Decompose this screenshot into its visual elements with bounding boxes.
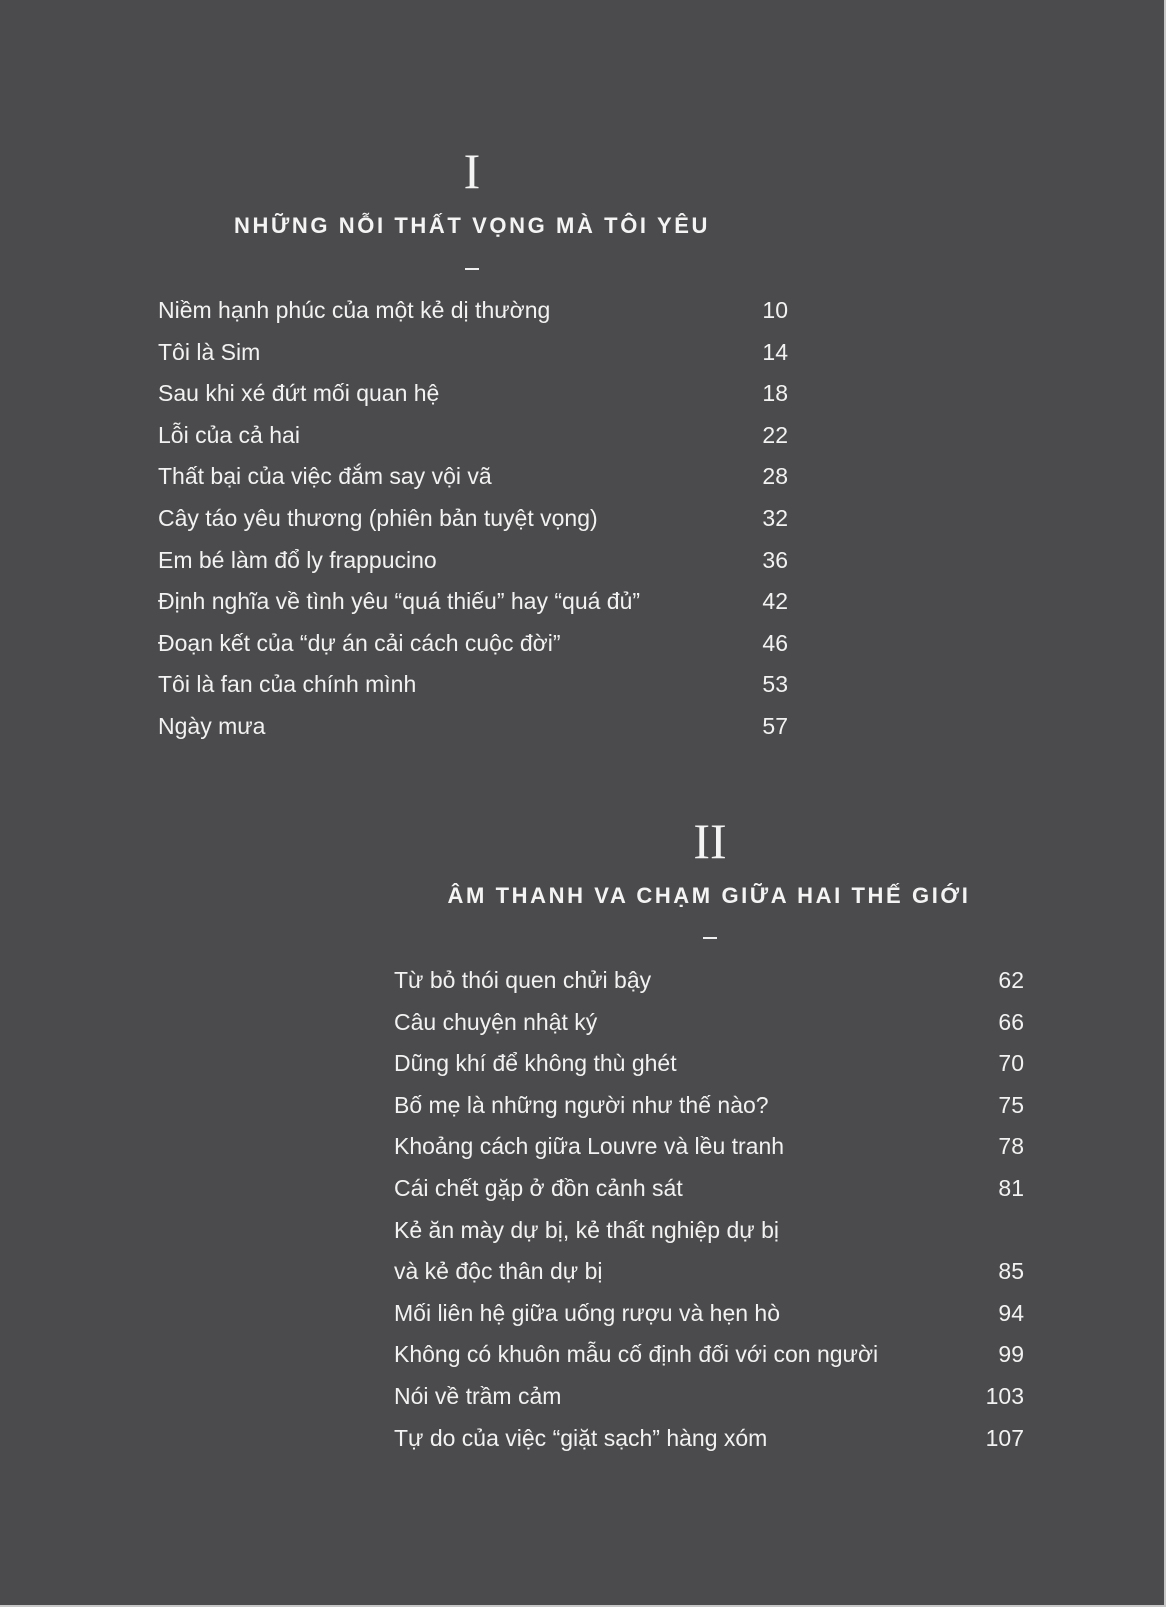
toc-entry-title: Bố mẹ là những người như thế nào?	[394, 1091, 769, 1118]
toc-entry[interactable]	[394, 1418, 1024, 1460]
toc-entry[interactable]	[394, 960, 1024, 1002]
toc-entry-title: Nói về trầm cảm	[394, 1382, 562, 1409]
toc-entry[interactable]	[394, 1293, 1024, 1335]
toc-entry-title: Ngày mưa	[158, 712, 266, 739]
toc-list	[394, 960, 1024, 1459]
toc-entry[interactable]	[394, 1085, 1024, 1127]
toc-entry-title: Dũng khí để không thù ghét	[394, 1050, 677, 1077]
part-numeral: I	[463, 143, 481, 199]
toc-entry-page: 75	[998, 1091, 1024, 1118]
toc-entry[interactable]	[394, 1168, 1024, 1210]
toc-entry[interactable]	[394, 1334, 1024, 1376]
toc-entry-title: Tôi là Sim	[158, 338, 261, 365]
part-divider	[465, 268, 479, 270]
toc-entry[interactable]	[158, 498, 788, 540]
toc-entry[interactable]	[158, 290, 788, 332]
toc-entry-page: 18	[762, 380, 788, 407]
toc-entry[interactable]	[394, 1002, 1024, 1044]
toc-entry-page: 57	[762, 712, 788, 739]
toc-entry-title: Từ bỏ thói quen chửi bậy	[394, 967, 652, 993]
toc-entry[interactable]	[394, 1043, 1024, 1085]
toc-entry-page: 99	[998, 1341, 1024, 1368]
toc-entry-page: 66	[998, 1008, 1024, 1035]
toc-entry-page: 32	[762, 504, 788, 531]
part-title: NHỮNG NỖI THẤT VỌNG MÀ TÔI YÊU	[234, 213, 710, 238]
toc-entry[interactable]	[394, 1126, 1024, 1168]
toc-entry-page: 22	[762, 421, 788, 448]
toc-entry-page: 10	[762, 297, 788, 323]
toc-entry-title: Cây táo yêu thương (phiên bản tuyệt vọng)	[158, 504, 598, 531]
toc-entry[interactable]	[158, 623, 788, 665]
toc-entry-page: 28	[762, 463, 788, 490]
toc-entry-title: Tự do của việc “giặt sạch” hàng xóm	[394, 1424, 768, 1451]
toc-entry[interactable]	[158, 456, 788, 498]
toc-entry-page: 14	[762, 338, 788, 365]
toc-entry-title: Không có khuôn mẫu cố định đối với con người	[394, 1341, 879, 1368]
toc-entry[interactable]	[394, 1210, 1024, 1252]
toc-entry-title: Em bé làm đổ ly frappucino	[158, 546, 437, 573]
toc-entry-title: Lỗi của cả hai	[158, 421, 300, 448]
toc-entry[interactable]	[158, 664, 788, 706]
toc-entry-page: 53	[762, 671, 788, 698]
toc-entry[interactable]	[394, 1251, 1024, 1293]
toc-entry-page: 46	[762, 629, 788, 656]
toc-entry[interactable]	[158, 540, 788, 582]
toc-list	[158, 290, 788, 748]
toc-entry-title: Cái chết gặp ở đồn cảnh sát	[394, 1174, 683, 1201]
toc-entry-title: Kẻ ăn mày dự bị, kẻ thất nghiệp dự bị	[394, 1216, 779, 1243]
toc-entry[interactable]	[158, 706, 788, 748]
toc-entry-page: 81	[998, 1174, 1024, 1201]
toc-entry-title: Thất bại của việc đắm say vội vã	[158, 463, 492, 490]
toc-entry-title: Định nghĩa về tình yêu “quá thiếu” hay “quá đủ”	[158, 588, 641, 615]
toc-entry[interactable]	[158, 373, 788, 415]
toc-entry[interactable]	[158, 415, 788, 457]
toc-entry-title: Câu chuyện nhật ký	[394, 1008, 598, 1035]
part-divider	[703, 937, 717, 939]
toc-entry-page: 62	[998, 967, 1024, 993]
toc-entry-title: Sau khi xé đứt mối quan hệ	[158, 380, 440, 407]
toc-entry[interactable]	[158, 581, 788, 623]
part-numeral: II	[693, 813, 727, 869]
toc-entry-title: Mối liên hệ giữa uống rượu và hẹn hò	[394, 1299, 781, 1326]
toc-entry-page: 94	[998, 1299, 1024, 1326]
toc-entry-title: Đoạn kết của “dự án cải cách cuộc đời”	[158, 629, 561, 656]
toc-entry-page: 70	[998, 1050, 1024, 1077]
toc-entry-title: Niềm hạnh phúc của một kẻ dị thường	[158, 297, 551, 323]
toc-entry-page: 36	[762, 546, 788, 573]
toc-entry-page: 78	[998, 1133, 1024, 1160]
toc-entry-title: Khoảng cách giữa Louvre và lều tranh	[394, 1133, 785, 1160]
toc-entry-page: 103	[985, 1382, 1024, 1409]
toc-entry-page: 42	[762, 588, 788, 615]
toc-entry-title: và kẻ độc thân dự bị	[394, 1258, 603, 1285]
part-title: ÂM THANH VA CHẠM GIỮA HAI THẾ GIỚI	[447, 883, 971, 908]
toc-entry-page: 85	[998, 1258, 1024, 1285]
toc-entry-page: 107	[985, 1424, 1024, 1451]
toc-entry-title: Tôi là fan của chính mình	[158, 671, 417, 698]
toc-entry[interactable]	[158, 332, 788, 374]
toc-entry[interactable]	[394, 1376, 1024, 1418]
